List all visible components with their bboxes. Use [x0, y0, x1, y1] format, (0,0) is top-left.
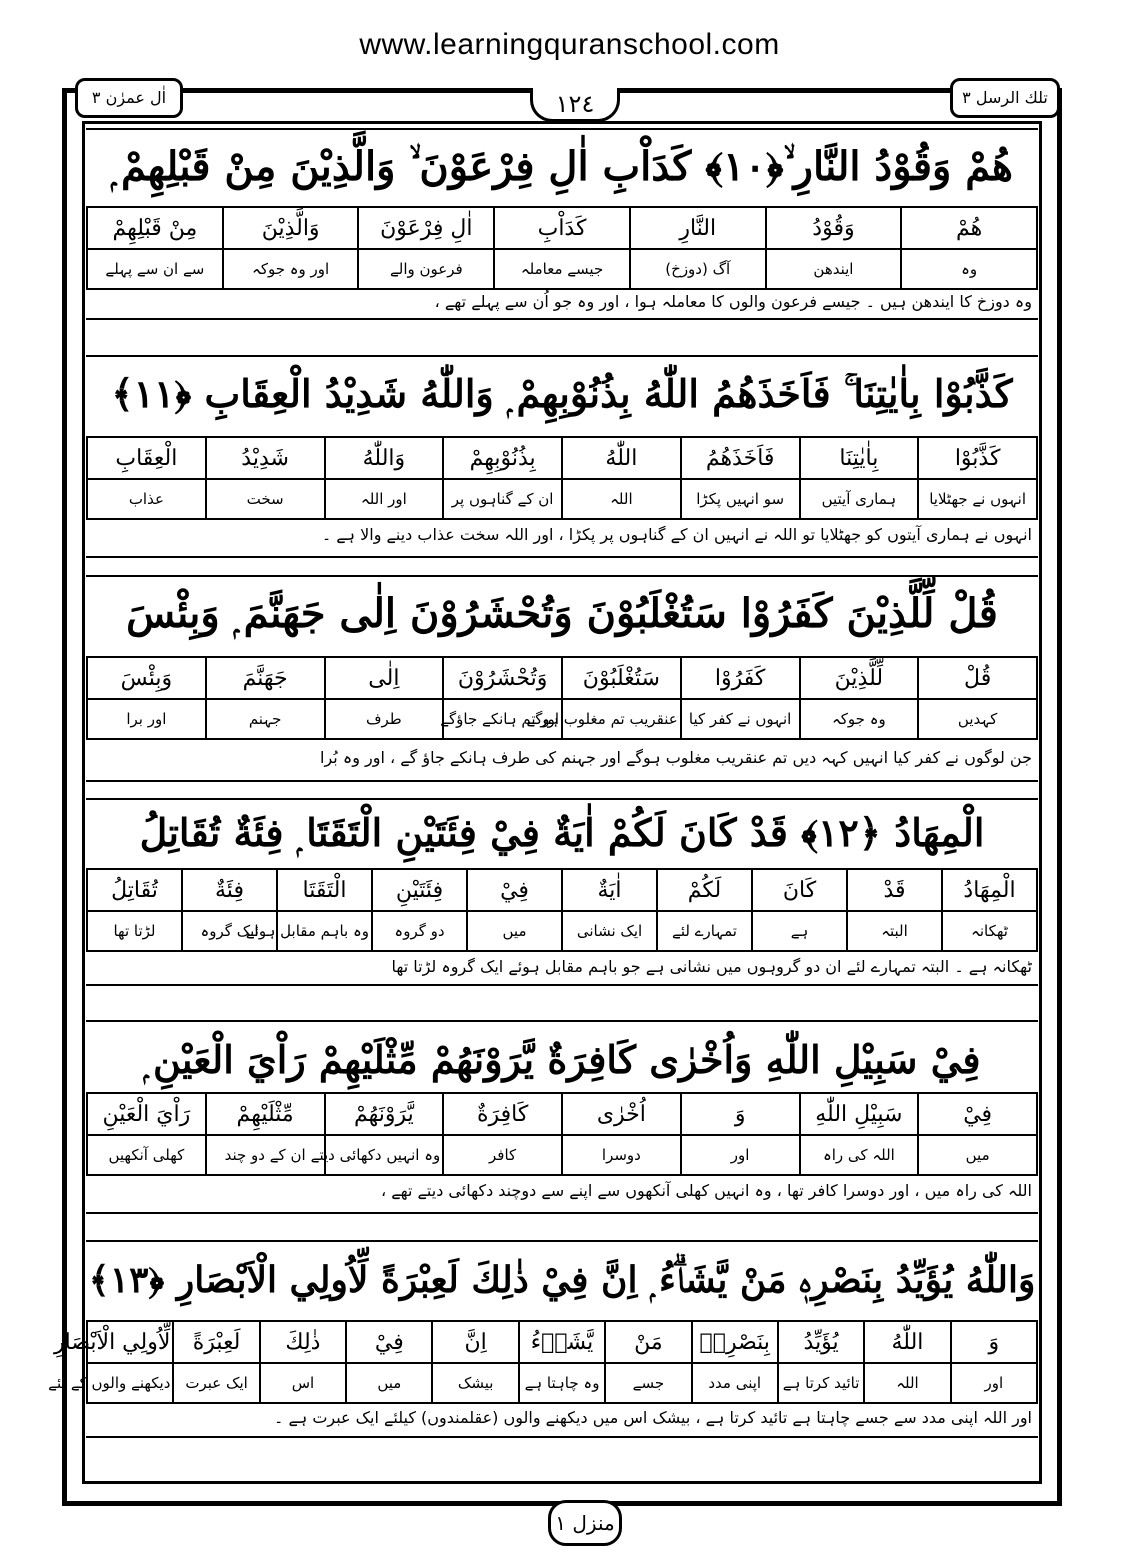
urdu-meaning: اپنی مدد: [692, 1363, 778, 1403]
arabic-word: وَالَّذِيْنَ: [223, 207, 359, 249]
urdu-meaning: انہوں نے کفر کیا: [681, 699, 800, 739]
urdu-meaning: ایک نشانی: [562, 911, 657, 951]
arabic-word: فِئَتَيْنِ: [372, 869, 467, 911]
verse-line: قُلْ لِّلَّذِيْنَ كَفَرُوْا سَتُغْلَبُوْنَ وَتُحْشَرُوْنَ اِلٰى جَهَنَّمَ ۭ وَبِئْسَ: [126, 590, 998, 637]
verse-line: الْمِهَادُ ﴿١٢﴾ قَدْ كَانَ لَكُمْ اٰيَةٌ فِيْ فِئَتَيْنِ الْتَقَتَا ۭ فِئَةٌ تُقَاتِلُ: [139, 810, 985, 855]
arabic-word: بِذُنُوْبِهِمْ: [443, 437, 562, 479]
section-divider: [86, 984, 1038, 986]
urdu-meaning: سو انہیں پکڑا: [681, 479, 800, 519]
arabic-word: الْتَقَتَا: [277, 869, 372, 911]
urdu-meaning: ٹھکانہ: [942, 911, 1037, 951]
urdu-meaning: ایندھن: [766, 249, 902, 289]
arabic-word: لَعِبْرَةً: [173, 1321, 259, 1363]
arabic-word: رَاْيَ الْعَيْنِ: [87, 1093, 206, 1135]
word-meaning-table: [48, 1320, 1038, 1404]
verse-line: وَاللّٰهُ يُؤَيِّدُ بِنَصْرِهٖ مَنْ يَّشَاۗءُ ۭ اِنَّ فِيْ ذٰلِكَ لَعِبْرَةً لِّاُولِي الْاَبْصَارِ ﴿١٣﴾: [88, 1259, 1036, 1301]
section-divider: [86, 1436, 1038, 1438]
arabic-word: وَ: [681, 1093, 800, 1135]
urdu-meaning-row: [87, 479, 1037, 519]
arabic-word: كَانَ: [752, 869, 847, 911]
urdu-meaning-row: [87, 1363, 1037, 1403]
urdu-meaning: انہوں نے جھٹلایا: [918, 479, 1037, 519]
urdu-meaning: کافر: [443, 1135, 562, 1175]
urdu-translation: اللہ کی راہ میں ، اور دوسرا کافر تھا ، وہ انہیں کھلی آنکھوں سے اپنے سے دوچند دکھائی دیتے تھے ،: [381, 1181, 1032, 1200]
arabic-word: قُلْ: [918, 657, 1037, 699]
urdu-meaning: اور: [681, 1135, 800, 1175]
urdu-meaning: کھلی آنکھیں: [87, 1135, 206, 1175]
urdu-translation: جن لوگوں نے کفر کیا انہیں کہہ دیں تم عنقریب مغلوب ہوگے اور جہنم کی طرف ہانکے جاؤ گے ، اور وہ بُرا: [320, 748, 1032, 767]
arabic-word: بِاٰيٰتِنَا: [800, 437, 919, 479]
urdu-meaning: آگ (دوزخ): [630, 249, 766, 289]
urdu-meaning: جہنم: [206, 699, 325, 739]
urdu-meaning: ہے: [752, 911, 847, 951]
arabic-word: اللّٰهُ: [864, 1321, 950, 1363]
urdu-meaning: ان کے گناہوں پر: [443, 479, 562, 519]
arabic-word: فِيْ: [467, 869, 562, 911]
urdu-meaning: وہ جوکہ: [800, 699, 919, 739]
arabic-word-row: [87, 657, 1037, 699]
urdu-meaning: اور وہ جوکہ: [223, 249, 359, 289]
arabic-word: كَدَاْبِ: [494, 207, 630, 249]
site-url[interactable]: www.learningquranschool.com: [359, 28, 780, 61]
arabic-word: لِّاُولِي الْاَبْصَارِ: [87, 1321, 173, 1363]
word-meaning-table: [86, 206, 1038, 290]
arabic-word: لَكُمْ: [657, 869, 752, 911]
arabic-word: كَفَرُوْا: [681, 657, 800, 699]
urdu-meaning: اور تم ہانکے جاؤگے: [443, 699, 562, 739]
section-divider: [86, 780, 1038, 782]
urdu-meaning: اللہ: [864, 1363, 950, 1403]
arabic-word: فَاَخَذَھُمُ: [681, 437, 800, 479]
urdu-meaning: جیسے معاملہ: [494, 249, 630, 289]
arabic-word: مِّثْلَيْهِمْ: [206, 1093, 325, 1135]
urdu-meaning: بیشک: [432, 1363, 518, 1403]
urdu-meaning: سخت: [206, 479, 325, 519]
urdu-meaning: ان کے دو چند: [206, 1135, 325, 1175]
arabic-word-row: [87, 1093, 1037, 1135]
urdu-meaning: ایک عبرت: [173, 1363, 259, 1403]
urdu-meaning: وہ چاہتا ہے: [519, 1363, 605, 1403]
arabic-word-row: [87, 207, 1037, 249]
arabic-word: بِنَصْرِهٖ: [692, 1321, 778, 1363]
arabic-word: الْعِقَابِ: [87, 437, 206, 479]
arabic-word: اللّٰهُ: [562, 437, 681, 479]
arabic-word: اِنَّ: [432, 1321, 518, 1363]
arabic-word: وَتُحْشَرُوْنَ: [443, 657, 562, 699]
arabic-word: جَهَنَّمَ: [206, 657, 325, 699]
arabic-word: سَبِيْلِ اللّٰهِ: [800, 1093, 919, 1135]
arabic-word: وَاللّٰهُ: [325, 437, 444, 479]
urdu-meaning: تمہارے لئے: [657, 911, 752, 951]
arabic-word: اٰيَةٌ: [562, 869, 657, 911]
urdu-meaning: ہماری آیتیں: [800, 479, 919, 519]
urdu-translation: اور اللہ اپنی مدد سے جسے چاہتا ہے تائید کرتا ہے ، بیشک اس میں دیکھنے والوں (عقلمندوں) کیلئے ایک عبرت ہے ۔: [274, 1408, 1032, 1427]
manzil-tab: منزل ١: [548, 1500, 622, 1546]
section-divider: [86, 318, 1038, 320]
word-meaning-table: [86, 436, 1038, 520]
urdu-meaning: میں: [346, 1363, 432, 1403]
urdu-meaning: دوسرا: [562, 1135, 681, 1175]
arabic-word: يُؤَيِّدُ: [778, 1321, 864, 1363]
section-divider: [86, 1212, 1038, 1214]
urdu-translation: وہ دوزخ کا ایندھن ہیں ۔ جیسے فرعون والوں کا معاملہ ہوا ، اور وہ جو اُن سے پہلے تھے ،: [434, 292, 1032, 311]
arabic-word: تُقَاتِلُ: [87, 869, 182, 911]
arabic-word: وَ: [951, 1321, 1037, 1363]
urdu-meaning: عذاب: [87, 479, 206, 519]
arabic-word: يَّرَوْنَھُمْ: [325, 1093, 444, 1135]
urdu-meaning-row: [87, 249, 1037, 289]
arabic-word: فِئَةٌ: [182, 869, 277, 911]
word-meaning-table: [86, 656, 1038, 740]
urdu-meaning: دو گروہ: [372, 911, 467, 951]
urdu-meaning: میں: [467, 911, 562, 951]
arabic-word: كَافِرَةٌ: [443, 1093, 562, 1135]
urdu-meaning-row: [87, 1135, 1037, 1175]
urdu-meaning: سے ان سے پہلے: [87, 249, 223, 289]
urdu-meaning-row: [87, 911, 1037, 951]
arabic-word: ھُمْ: [901, 207, 1037, 249]
urdu-meaning: وہ باہم مقابل ہوئے: [277, 911, 372, 951]
arabic-word: فِيْ: [346, 1321, 432, 1363]
arabic-word: وَقُوْدُ: [766, 207, 902, 249]
surah-name-tab: اٰل عمرٰن ٣: [75, 78, 183, 118]
arabic-word: النَّارِ: [630, 207, 766, 249]
page-number: ١٢٤: [530, 88, 620, 122]
arabic-word: اٰلِ فِرْعَوْنَ: [358, 207, 494, 249]
urdu-meaning: لڑتا تھا: [87, 911, 182, 951]
arabic-word: قَدْ: [847, 869, 942, 911]
urdu-meaning: وہ: [901, 249, 1037, 289]
arabic-word: ذٰلِكَ: [260, 1321, 346, 1363]
urdu-meaning: اللہ: [562, 479, 681, 519]
arabic-word: اِلٰى: [325, 657, 444, 699]
urdu-meaning: تائید کرتا ہے: [778, 1363, 864, 1403]
urdu-meaning: اللہ کی راہ: [800, 1135, 919, 1175]
urdu-meaning: کہدیں: [918, 699, 1037, 739]
word-meaning-table: [86, 868, 1038, 952]
arabic-word: مَنْ: [605, 1321, 691, 1363]
section-divider: [86, 556, 1038, 558]
urdu-meaning: فرعون والے: [358, 249, 494, 289]
urdu-meaning: البتہ: [847, 911, 942, 951]
verse-line: ھُمْ وَقُوْدُ النَّارِ ۙ﴿١٠﴾ كَدَاْبِ اٰلِ فِرْعَوْنَ ۙ وَالَّذِيْنَ مِنْ قَبْلِهِمْ ۭ: [111, 143, 1013, 190]
arabic-word: اُخْرٰى: [562, 1093, 681, 1135]
urdu-meaning: جسے: [605, 1363, 691, 1403]
urdu-meaning-row: [87, 699, 1037, 739]
urdu-translation: ٹھکانہ ہے ۔ البتہ تمہارے لئے ان دو گروہوں میں نشانی ہے جو باہم مقابل ہوئے ایک گروہ لڑتا تھا: [391, 957, 1032, 976]
urdu-meaning: عنقریب تم مغلوب ہوگے: [562, 699, 681, 739]
urdu-meaning: میں: [918, 1135, 1037, 1175]
urdu-meaning: اور برا: [87, 699, 206, 739]
arabic-word-row: [87, 437, 1037, 479]
arabic-word: الْمِهَادُ: [942, 869, 1037, 911]
urdu-meaning: اس: [260, 1363, 346, 1403]
urdu-translation: انہوں نے ہماری آیتوں کو جھٹلایا تو اللہ نے انہیں ان کے گناہوں پر پکڑا ، اور اللہ سخت عذاب دینے والا ہے ۔: [321, 525, 1032, 544]
urdu-meaning: اور: [951, 1363, 1037, 1403]
para-name-tab: تلك الرسل ٣: [950, 78, 1060, 118]
arabic-word-row: [87, 869, 1037, 911]
arabic-word: مِنْ قَبْلِهِمْ: [87, 207, 223, 249]
arabic-word: يَّشَاۗءُ: [519, 1321, 605, 1363]
urdu-meaning: اور اللہ: [325, 479, 444, 519]
verse-line: كَذَّبُوْا بِاٰيٰتِنَا ۚ فَاَخَذَھُمُ اللّٰهُ بِذُنُوْبِهِمْ ۭ وَاللّٰهُ شَدِيْدُ الْعِقَابِ ﴿١١﴾: [111, 371, 1013, 416]
arabic-word: سَتُغْلَبُوْنَ: [562, 657, 681, 699]
verse-line: فِيْ سَبِيْلِ اللّٰهِ وَاُخْرٰى كَافِرَةٌ يَّرَوْنَھُمْ مِّثْلَيْهِمْ رَاْيَ الْعَيْنِ ۭ: [143, 1037, 981, 1082]
arabic-word: كَذَّبُوْا: [918, 437, 1037, 479]
arabic-word: لِّلَّذِيْنَ: [800, 657, 919, 699]
urdu-meaning: طرف: [325, 699, 444, 739]
arabic-word: وَبِئْسَ: [87, 657, 206, 699]
arabic-word: شَدِيْدُ: [206, 437, 325, 479]
urdu-meaning: دیکھنے والوں کے لئے: [87, 1363, 173, 1403]
arabic-word-row: [87, 1321, 1037, 1363]
urdu-meaning: ایک گروہ: [182, 911, 277, 951]
word-meaning-table: [86, 1092, 1038, 1176]
urdu-meaning: وہ انہیں دکھائی دیتے: [325, 1135, 444, 1175]
arabic-word: فِيْ: [918, 1093, 1037, 1135]
